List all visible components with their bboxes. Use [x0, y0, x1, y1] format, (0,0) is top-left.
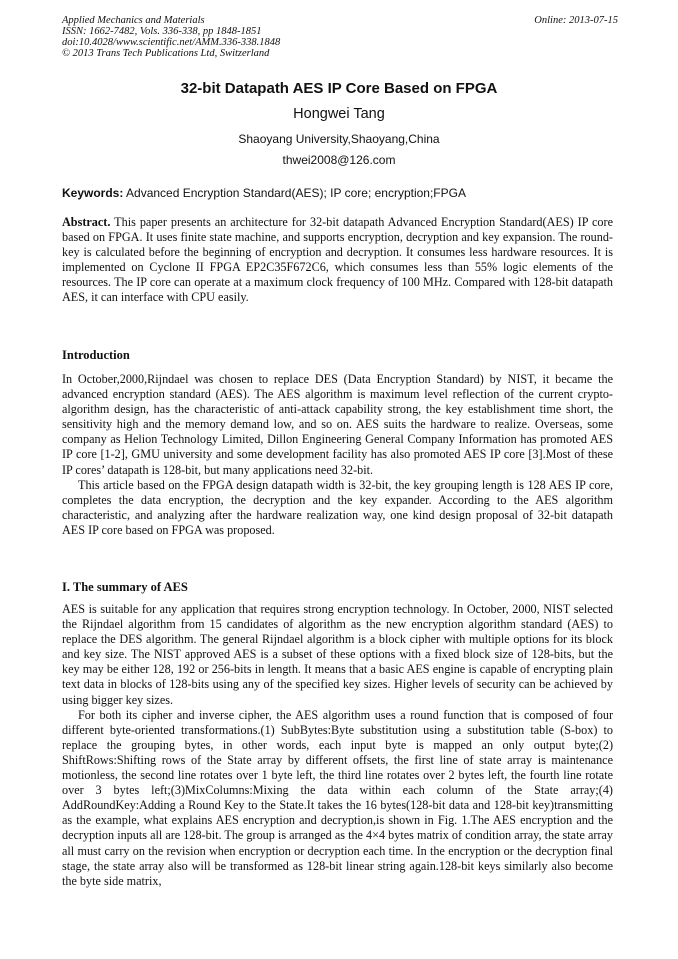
author-email[interactable]: thwei2008@126.com [282, 153, 396, 167]
section-1-heading: I. The summary of AES [62, 580, 188, 594]
author-name: Hongwei Tang [293, 106, 385, 122]
introduction-heading: Introduction [62, 348, 130, 362]
keywords [62, 186, 618, 200]
abstract-label: Abstract. [62, 215, 111, 229]
introduction-body [62, 372, 613, 538]
abstract [62, 215, 613, 306]
author-affiliation: Shaoyang University,Shaoyang,China [238, 132, 440, 146]
journal-header [62, 15, 618, 59]
issn-line: ISSN: 1662-7482, Vols. 336-338, pp 1848-1851 [62, 26, 262, 37]
introduction-paragraph-2: This article based on the FPGA design datapath width is 32-bit, the key grouping length is 128 AES IP core, completes the data encryption, the decryption and the key expander. According to the AES algorithm characteristic, and analyzing after the hardware realization way, one kind design proposal of 32-bit datapath AES IP core based on FPGA was proposed. [62, 477, 613, 537]
section-1-paragraph-1: AES is suitable for any application that requires strong encryption technology. In October, 2000, NIST selected the Rijndael algorithm from 15 candidates of algorithm as the new encryption algorithm standard (AES) to replace the DES algorithm. The general Rijndael algorithm is a block cipher with multiple options for its block and key size. The NIST approved AES is a subset of these options with a fixed block size of 128-bits, but the key may be either 128, 192 or 256-bits in length. It means that a basic AES engine is capable of encrypting plain text data in blocks of 128-bits using any of the specified key sizes. Higher levels of security can be achieved by using bigger key sizes. [62, 602, 613, 707]
online-date: Online: 2013-07-15 [534, 15, 618, 26]
copyright-line: © 2013 Trans Tech Publications Ltd, Switzerland [62, 48, 270, 59]
paper-title: 32-bit Datapath AES IP Core Based on FPGA [180, 80, 498, 97]
abstract-text: This paper presents an architecture for 32-bit datapath Advanced Encryption Standard(AES) IP core based on FPGA. It uses finite state machine, and supports encryption, decryption and key expansion. The round-key is calculated before the beginning of encryption and decryption. It consumes less hardware resources. It is implemented on Cyclone II FPGA EP2C35F672C6, which consumes less than 55% logic elements of the resources. The IP core can operate at a maximum clock frequency of 100 MHz. Compared with 128-bit datapath AES, it can interface with CPU easily. [62, 215, 613, 305]
keywords-text: Advanced Encryption Standard(AES); IP core; encryption;FPGA [123, 186, 466, 200]
section-1-body [62, 602, 613, 889]
introduction-paragraph-1: In October,2000,Rijndael was chosen to replace DES (Data Encryption Standard) by NIST, it became the advanced encryption standard (AES). The AES algorithm is maximum level reflection of the current crypto-algorithm design, has the characteristic of anti-attack capability strong, the key establishment time short, the sensitivity high and the memory demand low, and so on. AES suits the hardware to realize. Overseas, some company as Helion Technology Limited, Dillon Engineering General Company Information has promoted AES IP core [1-2], GMU university and some development facility has also promoted AES IP core [3].Most of these IP cores’ datapath is 128-bit, but many applications need 32-bit. [62, 372, 613, 477]
keywords-label: Keywords: [62, 186, 124, 200]
section-1-paragraph-2: For both its cipher and inverse cipher, the AES algorithm uses a round function that is composed of four different byte-oriented transformations.(1) SubBytes:Byte substitution using a substitution table (S-box) to replace the grouping bytes, in other words, each input byte is mapped an only output byte;(2) ShiftRows:Shifting rows of the State array by different offsets, the first line of state array is maintenance motionless, the second line rotates over 1 byte left, the third line rotates over 2 bytes left, the fourth line rotate over 3 bytes left;(3)MixColumns:Mixing the data within each column of the State array;(4) AddRoundKey:Adding a Round Key to the State.It takes the 16 bytes(128-bit data and 128-bit key)transmitting as the example, what explains AES encryption and decryption,is shown in Fig. 1.The AES encryption and the decryption inputs all are 128-bit. The group is arranged as the 4×4 bytes matrix of condition array, the state array all must carry on the revision when encryption or decryption each time. In the encryption or the decryption final stage, the state array also will be transformed as 128-bit linear string again.128-bit keys similarly also become the byte side matrix, [62, 707, 613, 888]
journal-name: Applied Mechanics and Materials [62, 15, 205, 26]
doi-line: doi:10.4028/www.scientific.net/AMM.336-338.1848 [62, 37, 281, 48]
